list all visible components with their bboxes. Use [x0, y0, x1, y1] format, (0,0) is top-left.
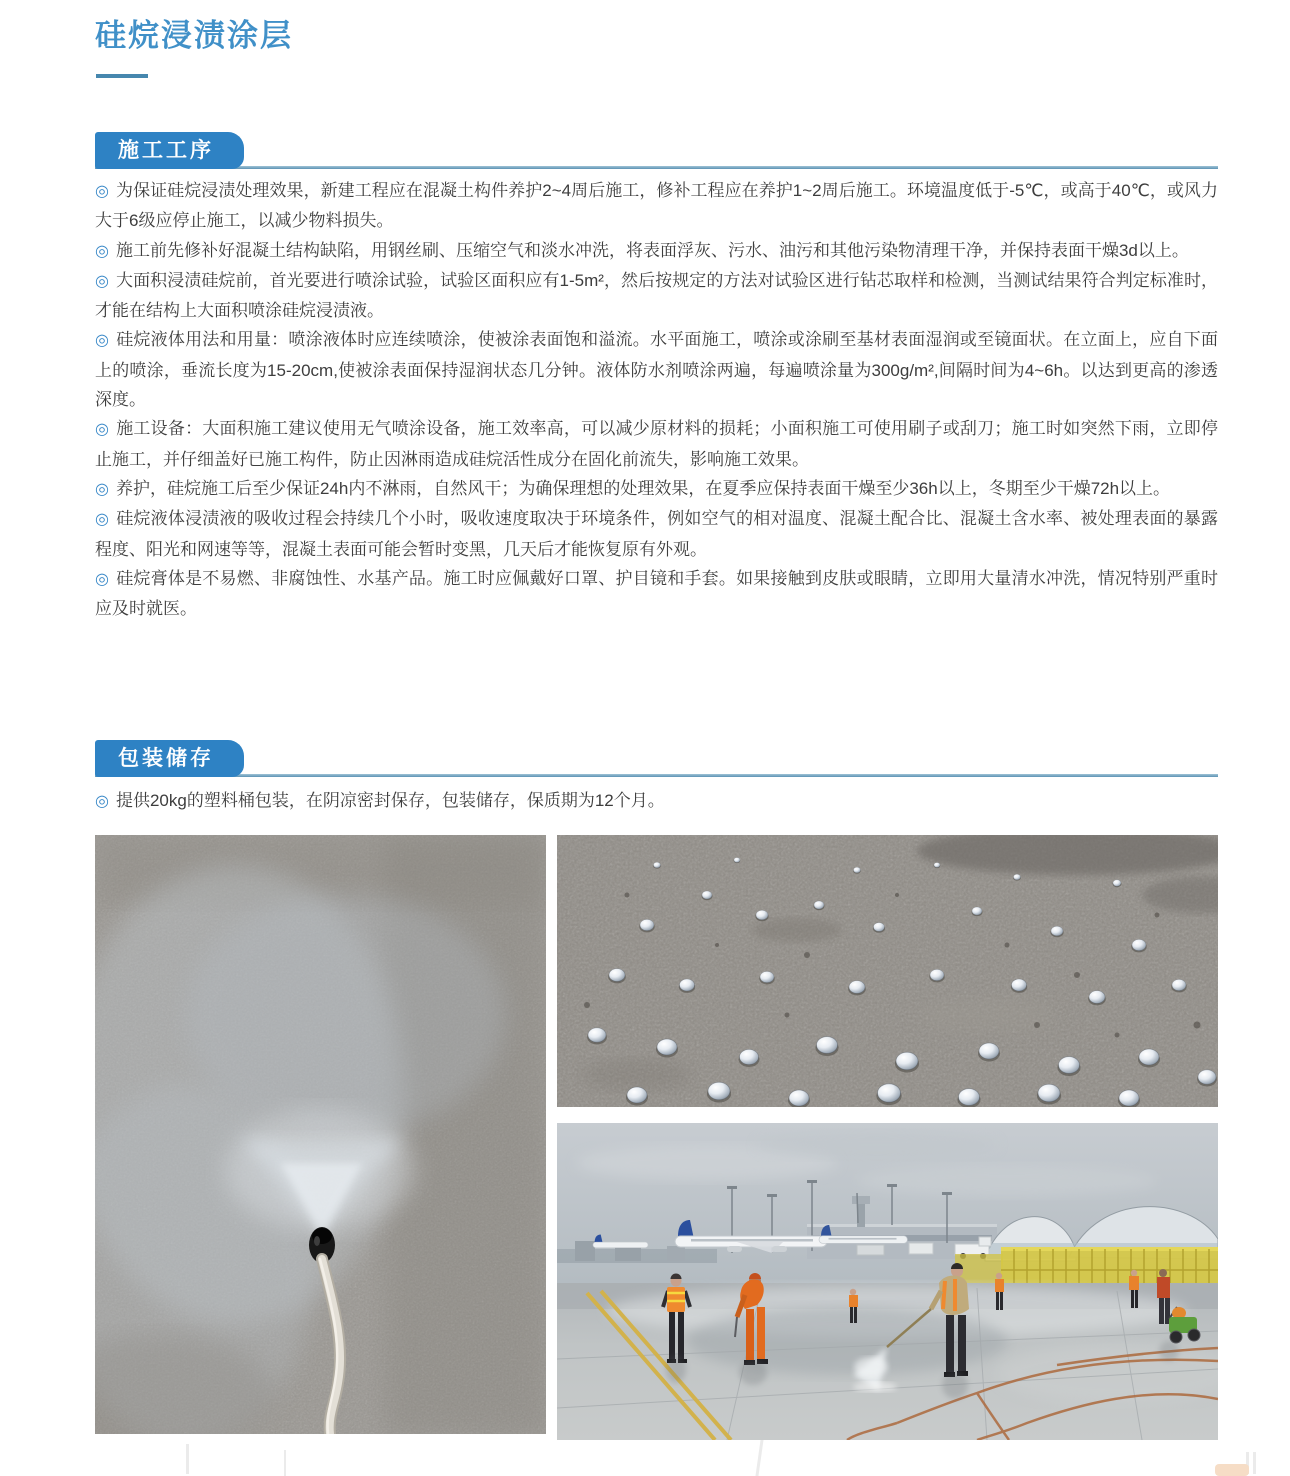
bullet-item: ◎ 施工设备：大面积施工建议使用无气喷涂设备，施工效率高，可以减少原材料的损耗；小面积施工可使用刷子或刮刀；施工时如突然下雨，立即停止施工，并仔细盖好已施工构件，防止因淋雨造成硅烷活性成分在固化前流失，影响施工效果。: [95, 419, 1218, 469]
section-body-construction: [95, 176, 1218, 623]
bullet-icon: ◎: [95, 183, 110, 200]
section-rule: [95, 166, 1218, 169]
section-badge-construction: 施工工序: [95, 132, 244, 169]
bullet-icon: ◎: [95, 793, 109, 810]
bullet-icon: ◎: [95, 570, 110, 588]
section-head-packaging: [95, 738, 1218, 777]
section-rule: [95, 774, 1218, 777]
ghost-mark: [755, 1440, 763, 1476]
section-body-packaging: [95, 786, 1218, 816]
beaded-concrete-photo: [557, 835, 1218, 1107]
bullet-item: ◎ 硅烷液体用法和用量：喷涂液体时应连续喷涂，使被涂表面饱和溢流。水平面施工，喷涂或涂刷至基材表面湿润或至镜面状。在立面上，应自下面上的喷涂，垂流长度为15-20cm,使被涂表面保持湿润状态几分钟。液体防水剂喷涂两遍，每遍喷涂量为300g/m²,间隔时间为4~6h。以达到更高的渗透深度。: [95, 330, 1218, 410]
bullet-item: ◎ 硅烷膏体是不易燃、非腐蚀性、水基产品。施工时应佩戴好口罩、护目镜和手套。如果接触到皮肤或眼睛，立即用大量清水冲洗，情况特别严重时应及时就医。: [95, 568, 1218, 619]
bullet-item: ◎ 养护，硅烷施工后至少保证24h内不淋雨，自然风干；为确保理想的处理效果，在夏季应保持表面干燥至少36h以上，冬期至少干燥72h以上。: [95, 478, 1171, 498]
page-title: 硅烷浸渍涂层: [95, 18, 293, 53]
bullet-icon: ◎: [95, 480, 109, 498]
bullet-icon: ◎: [95, 421, 110, 439]
bullet-icon: ◎: [95, 511, 110, 529]
ghost-mark: [284, 1450, 286, 1476]
ghost-mark: [1253, 1452, 1256, 1474]
title-underline: [96, 74, 148, 78]
wall-spray-photo: [95, 835, 546, 1434]
section-head-construction: [95, 130, 1218, 169]
bullet-item: ◎ 大面积浸渍硅烷前，首光要进行喷涂试验，试验区面积应有1-5m²，然后按规定的方法对试验区进行钻芯取样和检测，当测试结果符合判定标准时，才能在结构上大面积喷涂硅烷浸渍液。: [95, 270, 1219, 321]
bullet-item: ◎ 硅烷液体浸渍液的吸收过程会持续几个小时，吸收速度取决于环境条件，例如空气的相对温度、混凝土配合比、混凝土含水率、被处理表面的暴露程度、阳光和网速等等，混凝土表面可能会暂时变黑，几天后才能恢复原有外观。: [95, 509, 1218, 559]
bullet-icon: ◎: [95, 242, 109, 260]
ghost-mark: [1215, 1464, 1249, 1476]
ghost-mark: [186, 1444, 189, 1474]
bullet-item: ◎ 提供20kg的塑料桶包装，在阴凉密封保存，包装储存，保质期为12个月。: [95, 791, 665, 810]
bullet-item: ◎ 为保证硅烷浸渍处理效果，新建工程应在混凝土构件养护2~4周后施工，修补工程应在养护1~2周后施工。环境温度低于-5℃，或高于40℃，或风力大于6级应停止施工，以减少物料损失。: [95, 181, 1218, 231]
bullet-icon: ◎: [95, 272, 110, 290]
bullet-item: ◎ 施工前先修补好混凝土结构缺陷，用钢丝刷、压缩空气和淡水冲洗，将表面浮灰、污水、油污和其他污染物清理干净，并保持表面干燥3d以上。: [95, 240, 1189, 260]
section-badge-packaging: 包装储存: [95, 740, 244, 777]
bullet-icon: ◎: [95, 332, 110, 350]
airport-apron-spray-photo: [557, 1123, 1218, 1440]
